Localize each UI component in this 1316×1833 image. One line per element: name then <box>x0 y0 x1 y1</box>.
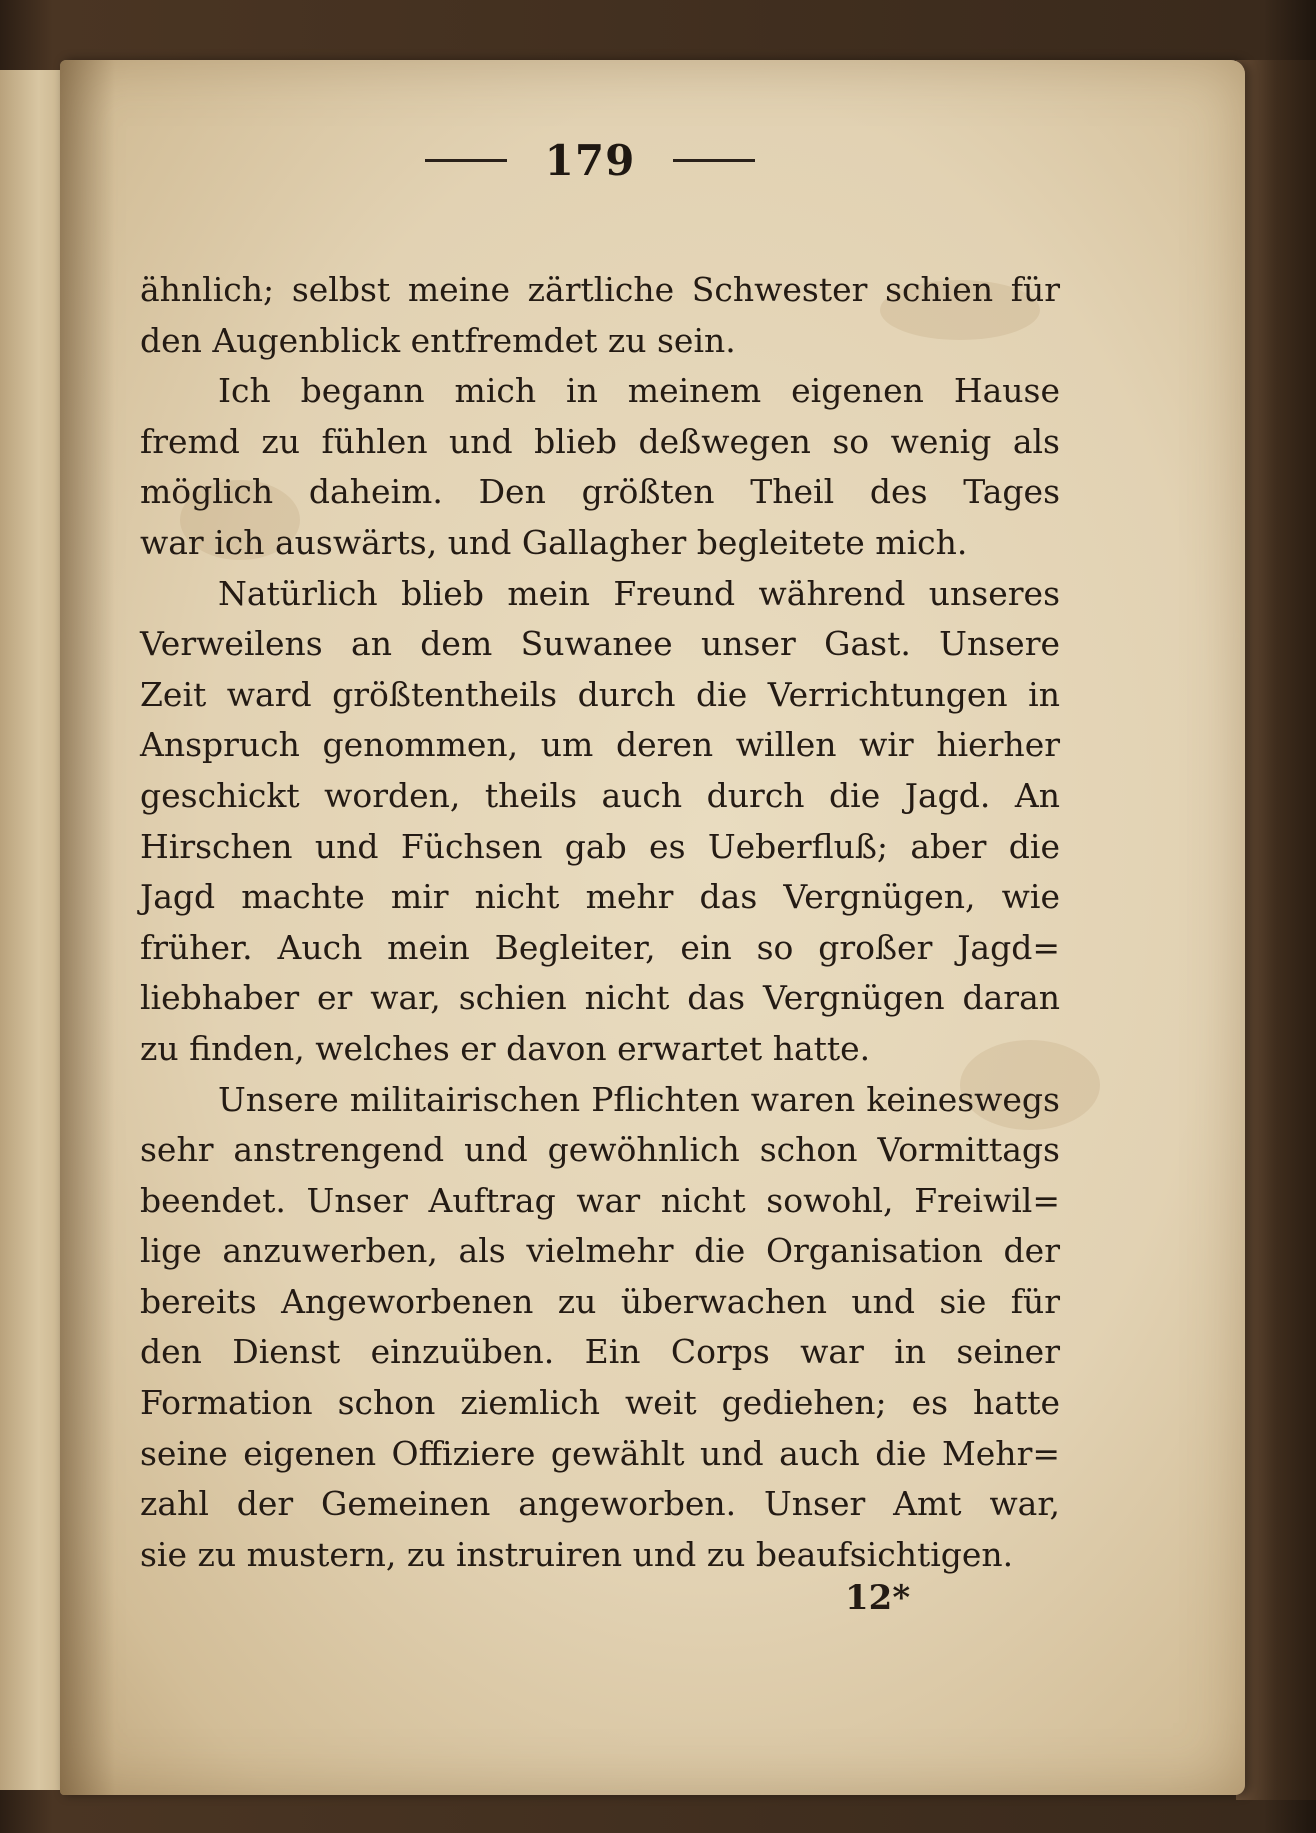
text-line: möglich daheim. Den größten Theil des Tages <box>140 472 1060 512</box>
text-line: Hirschen und Füchsen gab es Ueberfluß; aber die <box>140 826 1060 866</box>
header-dash-left <box>425 159 507 162</box>
page-header <box>380 120 800 200</box>
text-line: Verweilens an dem Suwanee unser Gast. Unsere <box>140 624 1060 664</box>
text-line: seine eigenen Offiziere gewählt und auch die Mehr= <box>140 1433 1060 1473</box>
text-line: früher. Auch mein Begleiter, ein so großer Jagd= <box>140 927 1060 967</box>
text-line: Formation schon ziemlich weit gediehen; es hatte <box>140 1383 1060 1423</box>
text-line: den Augenblick entfremdet zu sein. <box>140 320 736 360</box>
paragraph <box>140 366 1060 568</box>
text-line: geschickt worden, theils auch durch die Jagd. An <box>140 775 1060 815</box>
text-line: sie zu mustern, zu instruiren und zu beaufsichtigen. <box>140 1534 1014 1574</box>
body-text <box>140 265 1060 1580</box>
text-line: lige anzuwerben, als vielmehr die Organisation der <box>140 1231 1060 1271</box>
text-line: bereits Angeworbenen zu überwachen und sie für <box>140 1281 1060 1321</box>
text-line: liebhaber er war, schien nicht das Vergnügen daran <box>140 978 1060 1018</box>
book-cover-edge <box>1236 60 1316 1800</box>
text-line: zahl der Gemeinen angeworben. Unser Amt war, <box>140 1484 1060 1524</box>
text-line: ähnlich; selbst meine zärtliche Schwester schien für <box>140 270 1060 309</box>
text-line: den Dienst einzuüben. Ein Corps war in seiner <box>140 1332 1060 1372</box>
text-line: fremd zu fühlen und blieb deßwegen so wenig als <box>140 421 1060 461</box>
text-line: war ich auswärts, und Gallagher begleitete mich. <box>140 522 968 562</box>
paragraph <box>140 1075 1060 1581</box>
paragraph <box>140 569 1060 1075</box>
text-line: zu finden, welches er davon erwartet hatte. <box>140 1028 871 1068</box>
text-line: Anspruch genommen, um deren willen wir hierher <box>140 725 1060 765</box>
text-line: sehr anstrengend und gewöhnlich schon Vormittags <box>140 1130 1060 1170</box>
text-line: Unsere militairischen Pflichten waren keineswegs <box>218 1079 1060 1119</box>
text-line: Jagd machte mir nicht mehr das Vergnügen, wie <box>140 877 1060 917</box>
text-line: Zeit ward größtentheils durch die Verrichtungen in <box>140 674 1060 714</box>
text-line: beendet. Unser Auftrag war nicht sowohl, Freiwil= <box>140 1180 1060 1220</box>
page-number: 179 <box>544 135 636 185</box>
gutter-shadow <box>60 60 115 1795</box>
header-dash-right <box>673 159 755 162</box>
text-line: Natürlich blieb mein Freund während unseres <box>218 573 1060 613</box>
paragraph <box>140 265 1060 366</box>
text-line: Ich begann mich in meinem eigenen Hause <box>218 371 1060 411</box>
signature-mark: 12* <box>845 1578 911 1618</box>
